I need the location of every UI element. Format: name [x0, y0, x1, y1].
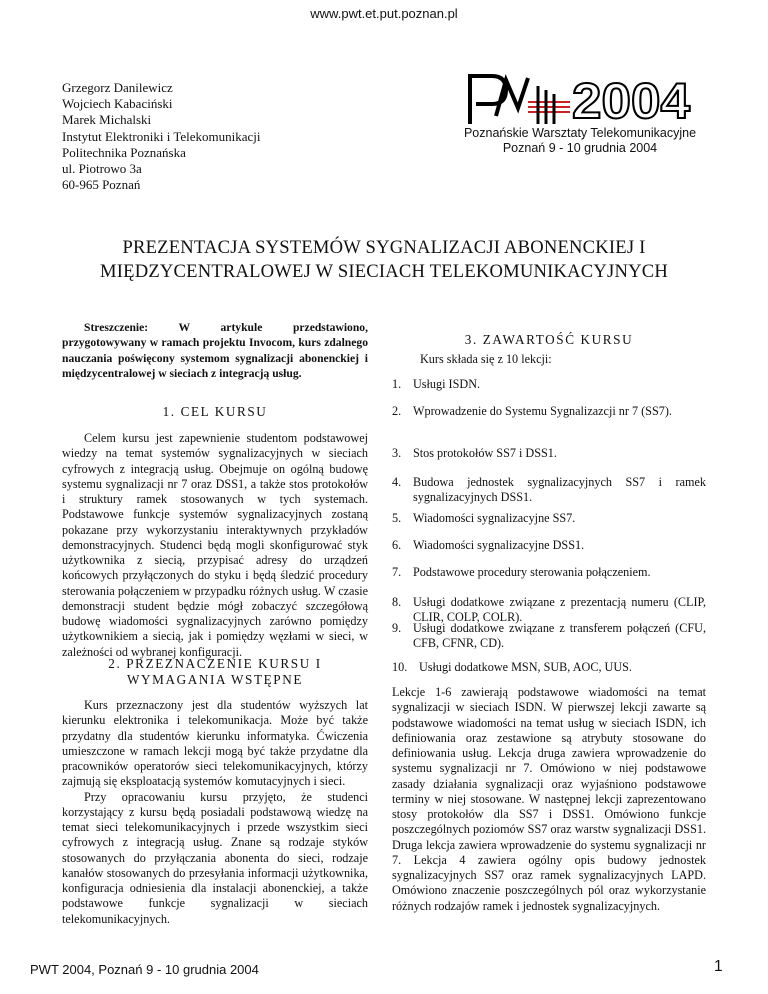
author-name: Wojciech Kabaciński	[62, 96, 173, 112]
lesson-text: Podstawowe procedury sterowania połączeniem.	[413, 565, 651, 579]
paragraph: Lekcje 1-6 zawierają podstawowe wiadomości na temat sygnalizacji w sieciach ISDN. W pierwszej lekcji zawarte są podstawowe wiadomości na temat usług w sieciach ISDN, ich definiowania oraz zestawione są atrybuty stosowane do definiowania usług. Lekcja druga zawiera wprowadzenie do systemu sygnalizacji nr 7. Omówiono w niej podstawowe zasady działania sygnalizacji oraz wyjaśniono podstawowe terminy w niej stosowane. W następnej lekcji zaprezentowano stosy protokołów dla SS7 i DSS1. Omówiono funkcje poszczególnych poziomów SS7 oraz warstw sygnalizacji DSS1. Druga lekcja zawiera wprowadzenie do systemu sygnalizacji nr 7. Lekcja 4 zawiera ogólny opis budowy jednostek sygnalizacyjnych SS7 oraz ramek sygnalizacyjnych LAPD. Omówiono znaczenie poszczególnych pól oraz wykorzystanie różnych rodzajów ramek i jednostek sygnalizacyjnych.	[392, 685, 706, 913]
lesson-text: Wiadomości sygnalizacyjne DSS1.	[413, 538, 585, 552]
logo-year: 2004	[572, 73, 691, 129]
paragraph: Celem kursu jest zapewnienie studentom podstawowej wiedzy na temat systemów sygnalizacyjnych w sieciach cyfrowych z integracją usług. Obejmuje on ogólną budowę systemu sygnalizacji nr 7 oraz DSS1, a także stos protokołów i struktury ramek stosowanych w tych systemach. Podstawowe funkcje systemów sygnalizacyjnych zostaną pokazane przy wykorzystaniu interaktywnych przykładów demonstracyjnych. Studenci będą mogli skonfigurować styk użytkownika z siecią, przypisać adresy do urządzeń końcowych przyłączonych do styku i będą śledzić procedury sterowania połączeniem w przypadku różnych usług. W czasie demonstracji student będzie mógł zobaczyć szczegółową budowę wiadomości sygnalizacyjnych zarówno pomiędzy użytkownikiem a siecią, jak i pomiędzy węzłami w sieci, w zależności od wybranej konfiguracji.	[62, 431, 368, 659]
lesson-number: 10.	[392, 660, 408, 674]
paper-title-line1: PREZENTACJA SYSTEMÓW SYGNALIZACJI ABONENCKIEJ I	[122, 237, 646, 258]
section-heading-2-line2: WYMAGANIA WSTĘPNE	[126, 672, 304, 687]
lesson-number: 7.	[392, 565, 402, 579]
affiliation-institute: Instytut Elektroniki i Telekomunikacji	[62, 128, 261, 144]
abstract: Streszczenie: W artykule przedstawiono, przygotowywany w ramach projektu Invocom, kurs zdalnego nauczania poświęcony systemom sygnalizacji abonenckiej i międzycentralowej w sieciach z integracją usług.	[62, 321, 368, 380]
logo-w-shape	[496, 78, 528, 116]
section-3-intro: Kurs składa się z 10 lekcji:	[420, 352, 552, 366]
lesson-number: 3.	[392, 446, 402, 460]
lesson-number: 2.	[392, 404, 402, 418]
section-body-2	[62, 698, 368, 927]
affiliation-street: ul. Piotrowo 3a	[62, 161, 142, 177]
lesson-number: 1.	[392, 377, 402, 391]
paper-title	[40, 236, 728, 284]
logo-subtitle-line2: Poznań 9 - 10 grudnia 2004	[502, 141, 658, 155]
lesson-text: Usługi dodatkowe MSN, SUB, AOC, UUS.	[419, 660, 632, 674]
lesson-number: 6.	[392, 538, 402, 552]
affiliation-university: Politechnika Poznańska	[62, 144, 186, 160]
author-block	[62, 80, 261, 193]
author-name: Marek Michalski	[62, 112, 152, 128]
paragraph: Kurs przeznaczony jest dla studentów wyższych lat kierunku elektronika i telekomunikacja. Może być także przydatny dla studentów kierunku informatyka. Ćwiczenia umieszczone w ramach lekcji mogą być także przydatne dla pracowników operatorów sieci telekomunikacyjnych, którzy zajmują się eksploatacją systemów komutacyjnych i sieci.	[62, 698, 368, 789]
lesson-number: 5.	[392, 511, 402, 525]
paragraph: Przy opracowaniu kursu przyjęto, że studenci korzystający z kursu będą posiadali podstawową wiedzę na temat sieci telekomunikacyjnych i przede wszystkim sieci cyfrowych z integracją usług. Znane są rodzaje styków stosowanych do przyłączania abonenta do sieci, rodzaje kanałów stosowanych do przesyłania informacji użytkownika, konfiguracja odniesienia dla instalacji abonenckiej, a także podstawowe funkcje sygnalizacji w sieciach telekomunikacyjnych.	[62, 789, 368, 926]
section-heading-2-line1: 2. PRZEZNACZENIE KURSU I	[108, 656, 322, 671]
footer-conference: PWT 2004, Poznań 9 - 10 grudnia 2004	[30, 962, 259, 977]
affiliation-city: 60-965 Poznań	[62, 177, 141, 193]
section-heading-2	[62, 656, 368, 688]
page-number: 1	[714, 958, 723, 975]
section-heading-1: 1. CEL KURSU	[162, 404, 268, 419]
lesson-text: Budowa jednostek sygnalizacyjnych SS7 i ramek sygnalizacyjnych DSS1.	[413, 475, 706, 505]
lesson-number: 9.	[392, 621, 402, 635]
logo-subtitle-line1: Poznańskie Warsztaty Telekomunikacyjne	[463, 126, 697, 140]
section-heading-3: 3. ZAWARTOŚĆ KURSU	[464, 332, 634, 347]
lesson-number: 8.	[392, 595, 402, 609]
lesson-text: Usługi ISDN.	[413, 377, 481, 391]
lesson-text: Wiadomości sygnalizacyjne SS7.	[413, 511, 576, 525]
section-body-1	[62, 431, 368, 660]
author-name: Grzegorz Danilewicz	[62, 80, 173, 95]
header-url: www.pwt.et.put.poznan.pl	[310, 6, 458, 21]
logo-subtitle	[455, 126, 705, 156]
lesson-text: Usługi dodatkowe związane z transferem połączeń (CFU, CFB, CFNR, CD).	[413, 621, 706, 651]
paper-title-line2: MIĘDZYCENTRALOWEJ W SIECIACH TELEKOMUNIKACYJNYCH	[100, 261, 668, 282]
lesson-number: 4.	[392, 475, 402, 489]
lesson-text: Usługi dodatkowe związane z prezentacją numeru (CLIP, CLIR, COLP, COLR).	[413, 595, 706, 625]
lesson-text: Stos protokołów SS7 i DSS1.	[413, 446, 557, 460]
lesson-text: Wprowadzenie do Systemu Sygnalizazcji nr 7 (SS7).	[413, 404, 672, 418]
section-body-3	[392, 685, 706, 914]
